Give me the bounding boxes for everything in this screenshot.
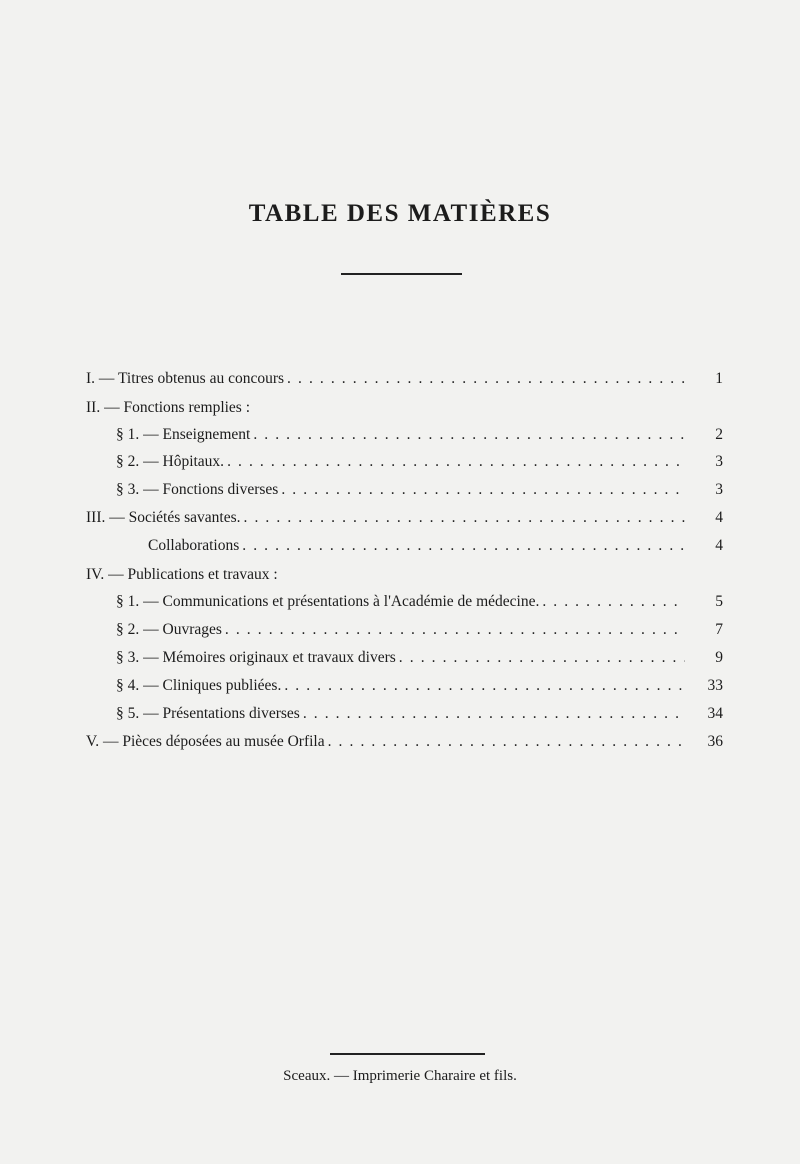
dot-leader (542, 591, 685, 613)
toc-page-number: 1 (715, 370, 723, 387)
printer-imprint: Sceaux. — Imprimerie Charaire et fils. (283, 1068, 517, 1084)
toc-entry-label: § 1. — Enseignement (116, 426, 251, 443)
dot-leader (328, 731, 685, 753)
toc-entry-collaborations[interactable] (148, 535, 723, 557)
toc-entry-hopitaux[interactable] (116, 451, 723, 473)
toc-entry-pieces-deposees[interactable] (86, 731, 723, 753)
dot-leader (287, 368, 685, 390)
footer-rule (330, 1053, 485, 1055)
toc-page-number: 3 (715, 453, 723, 470)
dot-leader (225, 619, 685, 641)
title-rule (341, 273, 462, 275)
toc-entry-label: V. — Pièces déposées au musée Orfila (86, 733, 325, 750)
toc-entry-fonctions-diverses[interactable] (116, 479, 723, 501)
toc-entry-label: § 3. — Mémoires originaux et travaux divers (116, 649, 396, 666)
toc-entry-label: III. — Sociétés savantes. (86, 509, 241, 526)
toc-section-label: II. — Fonctions remplies : (86, 399, 251, 416)
dot-leader (244, 507, 685, 529)
toc-page-number: 3 (715, 481, 723, 498)
toc-entry-label: § 2. — Hôpitaux. (116, 453, 225, 470)
toc-entry-label: § 3. — Fonctions diverses (116, 481, 279, 498)
dot-leader (227, 451, 685, 473)
toc-entry-label: I. — Titres obtenus au concours (86, 370, 285, 387)
toc-entry-societes-savantes[interactable] (86, 507, 723, 529)
page-title: TABLE DES MATIÈRES (248, 200, 552, 227)
toc-page-number: 33 (707, 677, 723, 694)
toc-entry-label: § 5. — Présentations diverses (116, 705, 300, 722)
toc-entry-memoires[interactable] (116, 647, 723, 669)
toc-section-label: IV. — Publications et travaux : (86, 566, 278, 583)
toc-entry-label: § 1. — Communications et présentations à l'Académie de médecine. (116, 593, 540, 610)
toc-page-number: 2 (715, 426, 723, 443)
toc-entry-presentations[interactable] (116, 703, 723, 725)
dot-leader (399, 647, 685, 669)
dot-leader (284, 675, 685, 697)
toc-page-number: 4 (715, 509, 723, 526)
toc-section-fonctions (86, 397, 723, 419)
toc-page-number: 36 (707, 733, 723, 750)
toc-entry-label: § 2. — Ouvrages (116, 621, 222, 638)
toc-page-number: 9 (715, 649, 723, 666)
toc-entry-ouvrages[interactable] (116, 619, 723, 641)
toc-entry-enseignement[interactable] (116, 424, 723, 446)
toc-page-number: 5 (715, 593, 723, 610)
toc-entry-label: § 4. — Cliniques publiées. (116, 677, 282, 694)
dot-leader (242, 535, 685, 557)
dot-leader (303, 703, 685, 725)
dot-leader (253, 424, 685, 446)
toc-entry-titres[interactable] (86, 368, 723, 390)
dot-leader (281, 479, 685, 501)
toc-page-number: 4 (715, 537, 723, 554)
toc-entry-communications[interactable] (116, 591, 723, 613)
toc-entry-label: Collaborations (148, 537, 240, 554)
toc-page-number: 7 (715, 621, 723, 638)
toc-page-number: 34 (707, 705, 723, 722)
toc-entry-cliniques[interactable] (116, 675, 723, 697)
toc-section-publications (86, 564, 723, 586)
